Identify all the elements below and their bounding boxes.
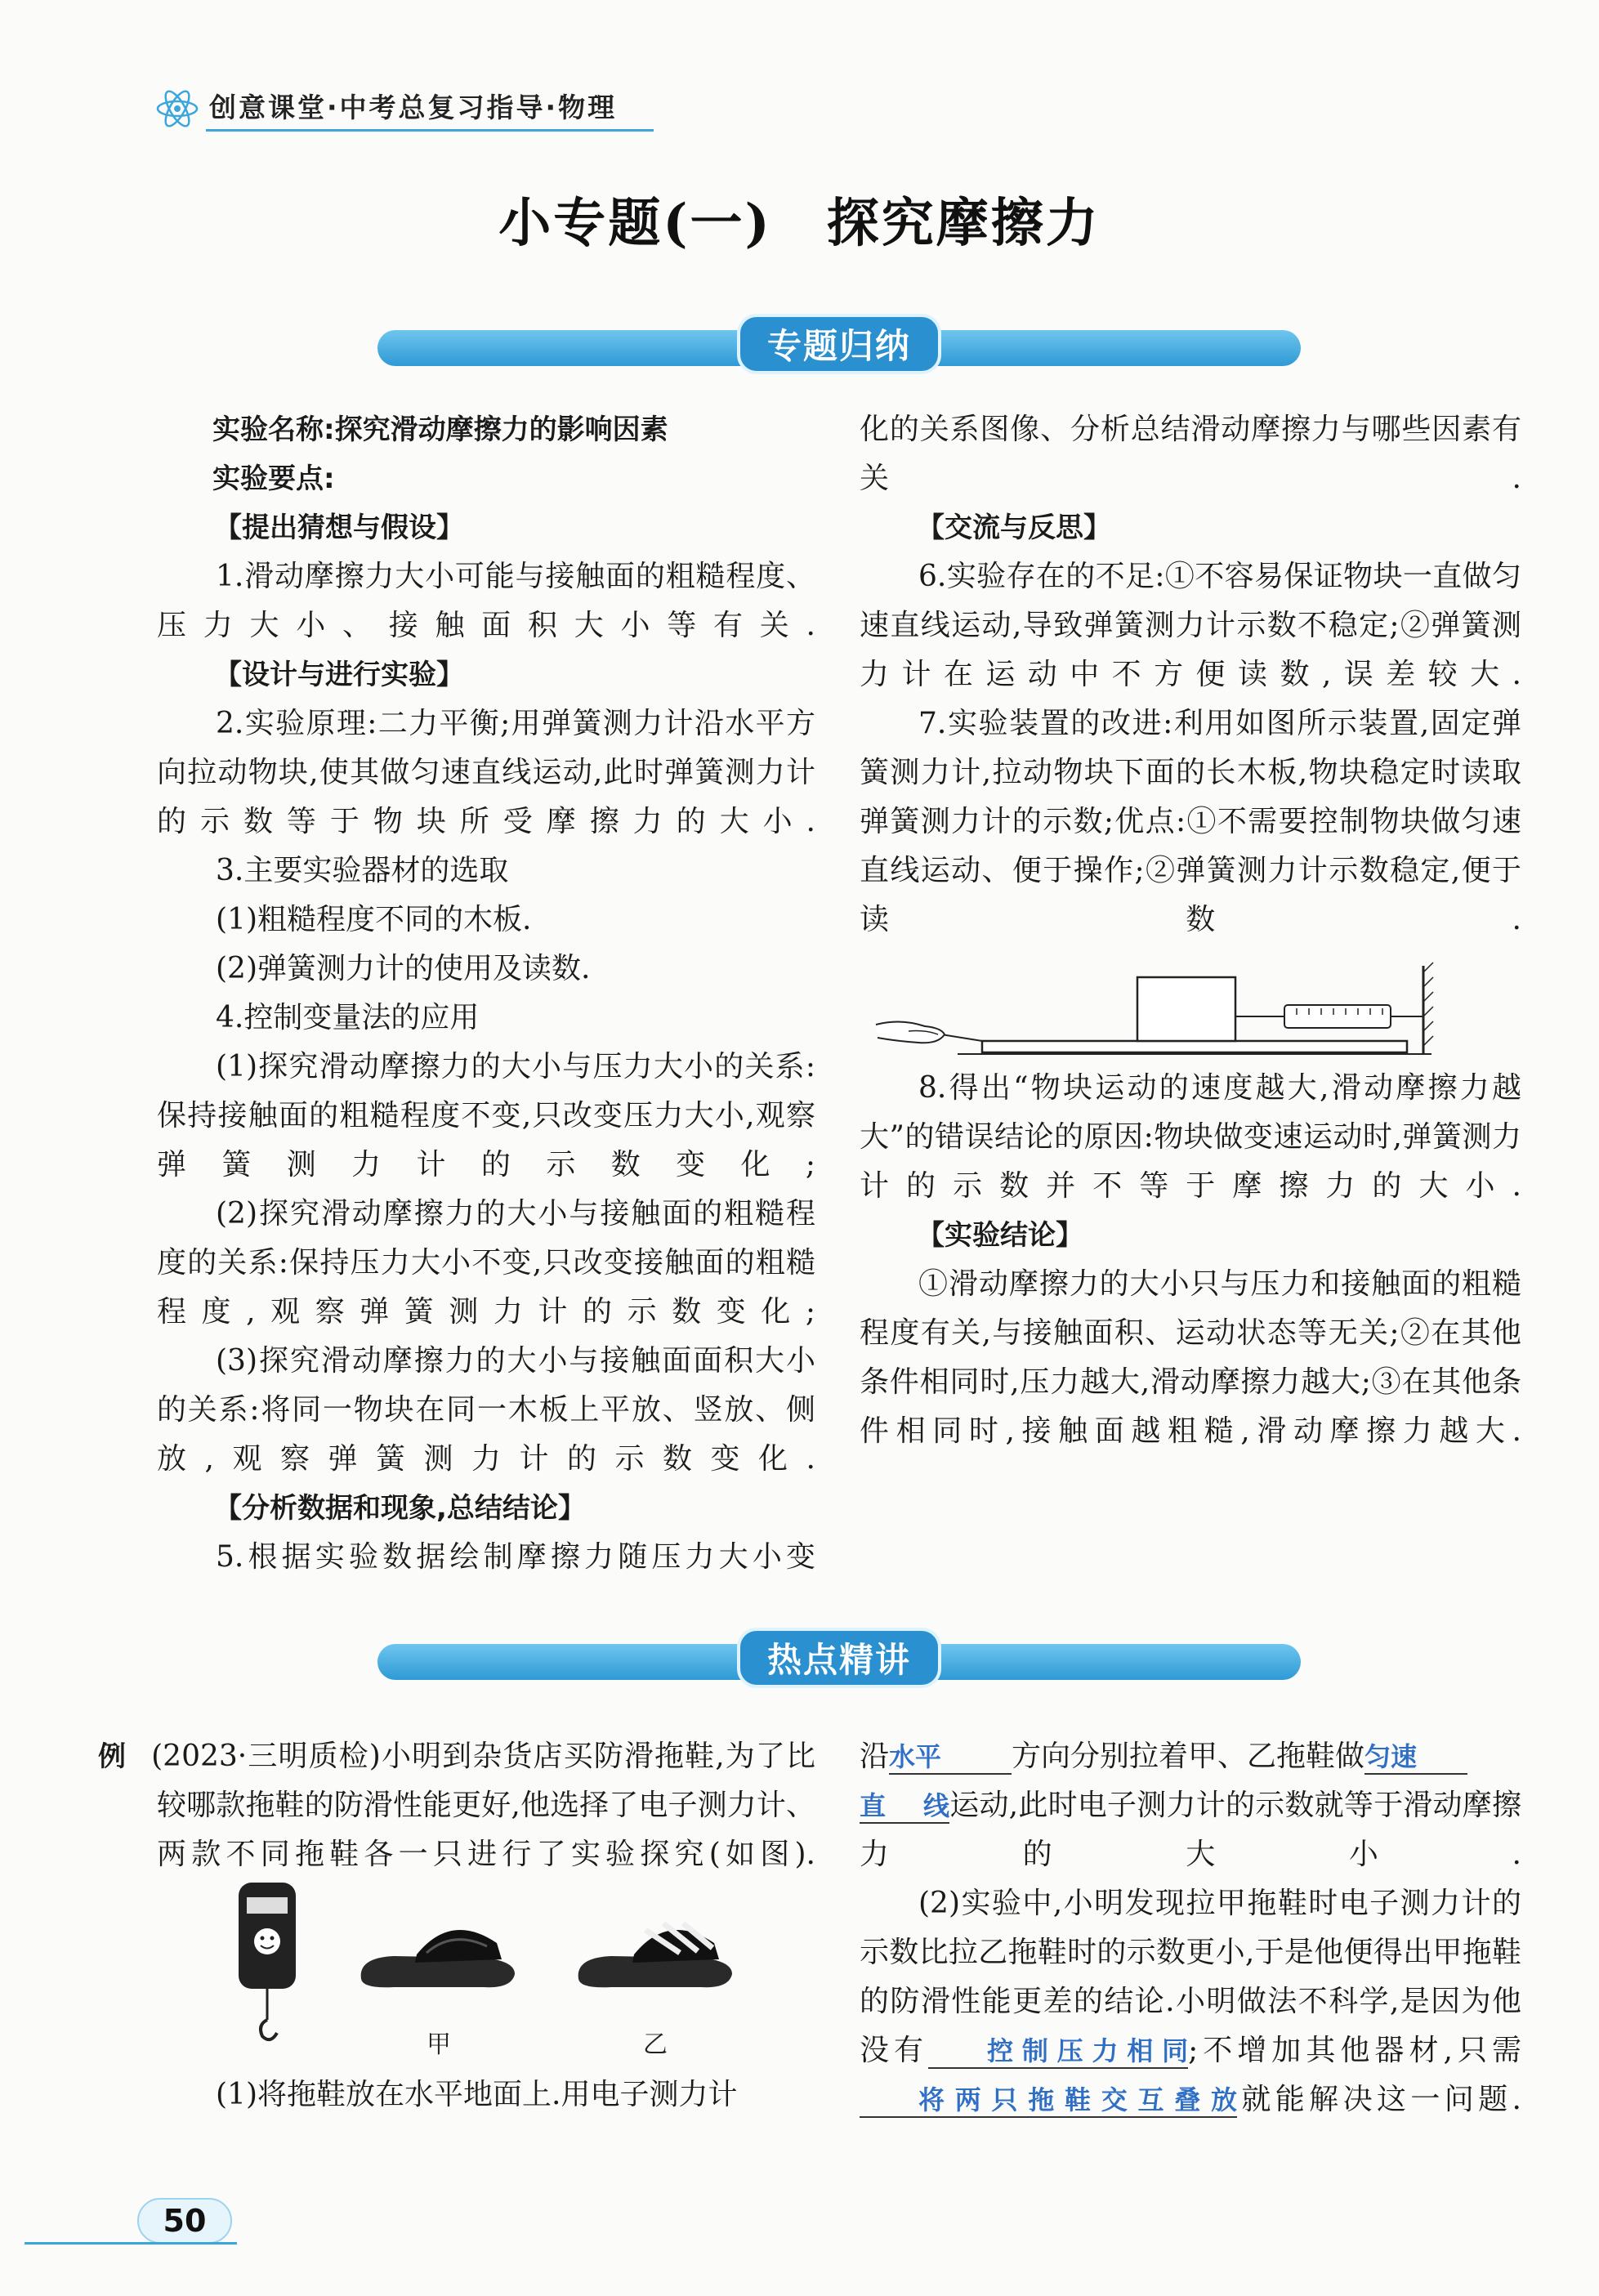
section-label-summary: 专题归纳 [737, 314, 941, 374]
para-6: 6.实验存在的不足:①不容易保证物块一直做匀速直线运动,导致弹簧测力计示数不稳定;②弹簧测力计在运动中不方便读数,误差较大. [860, 560, 1521, 691]
slipper-b-icon [578, 1923, 732, 1987]
para-5: 5.根据实验数据绘制摩擦力随压力大小变 [216, 1540, 815, 1574]
q2-text-a: (2)实验中,小明发现拉甲拖鞋时电子测力计的示数比拉乙拖鞋时的示数更小,于是他便得出甲拖鞋的防滑性能更差的结论.小明做法不科学,是因为他没有 [860, 1887, 1521, 2067]
para-1: 1.滑动摩擦力大小可能与接触面的粗糙程度、压力大小、接触面积大小等有关. [157, 560, 815, 642]
para-2: 2.实验原理:二力平衡;用弹簧测力计沿水平方向拉动物块,使其做匀速直线运动,此时弹簧测力计的示数等于物块所受摩擦力的大小. [157, 707, 815, 838]
question-1-line-2 [860, 1781, 1521, 1879]
atom-icon [155, 87, 199, 131]
heading-design: 【设计与进行实验】 [214, 659, 464, 691]
answer-uniform-part2: 直线 [860, 1789, 949, 1824]
example-tag: 例 [98, 1740, 127, 1773]
para-4c: (3)探究滑动摩擦力的大小与接触面面积大小的关系:将同一物块在同一木板上平放、竖放、侧放,观察弹簧测力计的示数变化. [157, 1344, 815, 1476]
series-title: 创意课堂·中考总复习指导·物理 [209, 92, 618, 123]
scale-and-slippers-figure [157, 1879, 815, 2075]
apparatus-figure [860, 949, 1521, 1064]
experiment-points: 实验要点: [212, 462, 335, 495]
footer-line [25, 2242, 237, 2245]
right-column [860, 405, 1521, 1456]
spring-scale-setup-diagram [860, 949, 1521, 1064]
para-3b: (2)弹簧测力计的使用及读数. [216, 952, 591, 985]
answer-control-pressure: 控制压力相同 [928, 2035, 1188, 2069]
answer-horizontal: 水平 [889, 1740, 1012, 1775]
example-intro-text: (2023·三明质检)小明到杂货店买防滑拖鞋,为了比较哪款拖鞋的防滑性能更好,他选择了电子测力计、两款不同拖鞋各一只进行了实验探究(如图). [151, 1740, 815, 1871]
question-1-line-1 [860, 1732, 1521, 1781]
para-4a: (1)探究滑动摩擦力的大小与压力大小的关系:保持接触面的粗糙程度不变,只改变压力大小,观察弹簧测力计的示数变化; [157, 1050, 815, 1182]
para-5-continued: 化的关系图像、分析总结滑动摩擦力与哪些因素有关. [860, 413, 1521, 495]
heading-hypothesis: 【提出猜想与假设】 [214, 511, 464, 544]
heading-reflection: 【交流与反思】 [917, 511, 1111, 544]
label-jia: 甲 [427, 2030, 451, 2059]
page-title: 小专题(一) 探究摩擦力 [498, 193, 1101, 254]
slipper-a-icon [361, 1930, 515, 1987]
q1-text-b: 方向分别拉着甲、乙拖鞋做 [1012, 1740, 1365, 1773]
question-2 [860, 1879, 1521, 2124]
para-4b: (2)探究滑动摩擦力的大小与接触面的粗糙程度的关系:保持压力大小不变,只改变接触面的粗糙程度,观察弹簧测力计的示数变化; [157, 1197, 815, 1329]
answer-stack-slippers: 将两只拖鞋交互叠放 [860, 2084, 1237, 2118]
para-8: 8.得出“物块运动的速度越大,滑动摩擦力越大”的错误结论的原因:物块做变速运动时,弹簧测力计的示数并不等于摩擦力的大小. [860, 1071, 1521, 1203]
example-intro [98, 1732, 815, 1879]
heading-conclusion: 【实验结论】 [917, 1219, 1083, 1252]
q2-text-c: 就能解决这一问题. [1237, 2083, 1521, 2116]
section-label-hotspot: 热点精讲 [737, 1628, 941, 1688]
answer-uniform-part1: 匀速 [1365, 1740, 1467, 1775]
para-3a: (1)粗糙程度不同的木板. [216, 903, 532, 936]
running-header [155, 75, 662, 136]
label-yi: 乙 [643, 2030, 668, 2059]
example-left [98, 1732, 815, 2120]
experiment-name: 实验名称:探究滑动摩擦力的影响因素 [212, 413, 668, 446]
example-figure [157, 1879, 815, 2075]
q1-text-a: 沿 [860, 1740, 890, 1773]
para-4: 4.控制变量法的应用 [216, 1001, 480, 1034]
q1-text-c: 运动,此时电子测力计的示数就等于滑动摩擦力的大小. [860, 1789, 1521, 1871]
section-banner-summary [377, 326, 1301, 366]
section-banner-hotspot [377, 1640, 1301, 1680]
question-1-start: (1)将拖鞋放在水平地面上.用电子测力计 [216, 2078, 738, 2111]
electronic-scale-icon [239, 1883, 296, 2039]
heading-analysis: 【分析数据和现象,总结结论】 [214, 1492, 586, 1525]
para-7: 7.实验装置的改进:利用如图所示装置,固定弹簧测力计,拉动物块下面的长木板,物块稳定时读取弹簧测力计的示数;优点:①不需要控制物块做匀速直线运动、便于操作;②弹簧测力计示数稳定,便于读数. [860, 707, 1521, 936]
page-number: 50 [137, 2198, 232, 2244]
q2-text-b: ;不增加其他器材,只需 [1188, 2034, 1521, 2067]
para-9: ①滑动摩擦力的大小只与压力和接触面的粗糙程度有关,与接触面积、运动状态等无关;②在其他条件相同时,压力越大,滑动摩擦力越大;③在其他条件相同时,接触面越粗糙,滑动摩擦力越大. [860, 1267, 1521, 1448]
example-right [860, 1732, 1521, 2124]
para-3: 3.主要实验器材的选取 [216, 854, 509, 887]
header-underline [206, 129, 654, 132]
left-column [157, 405, 815, 1582]
